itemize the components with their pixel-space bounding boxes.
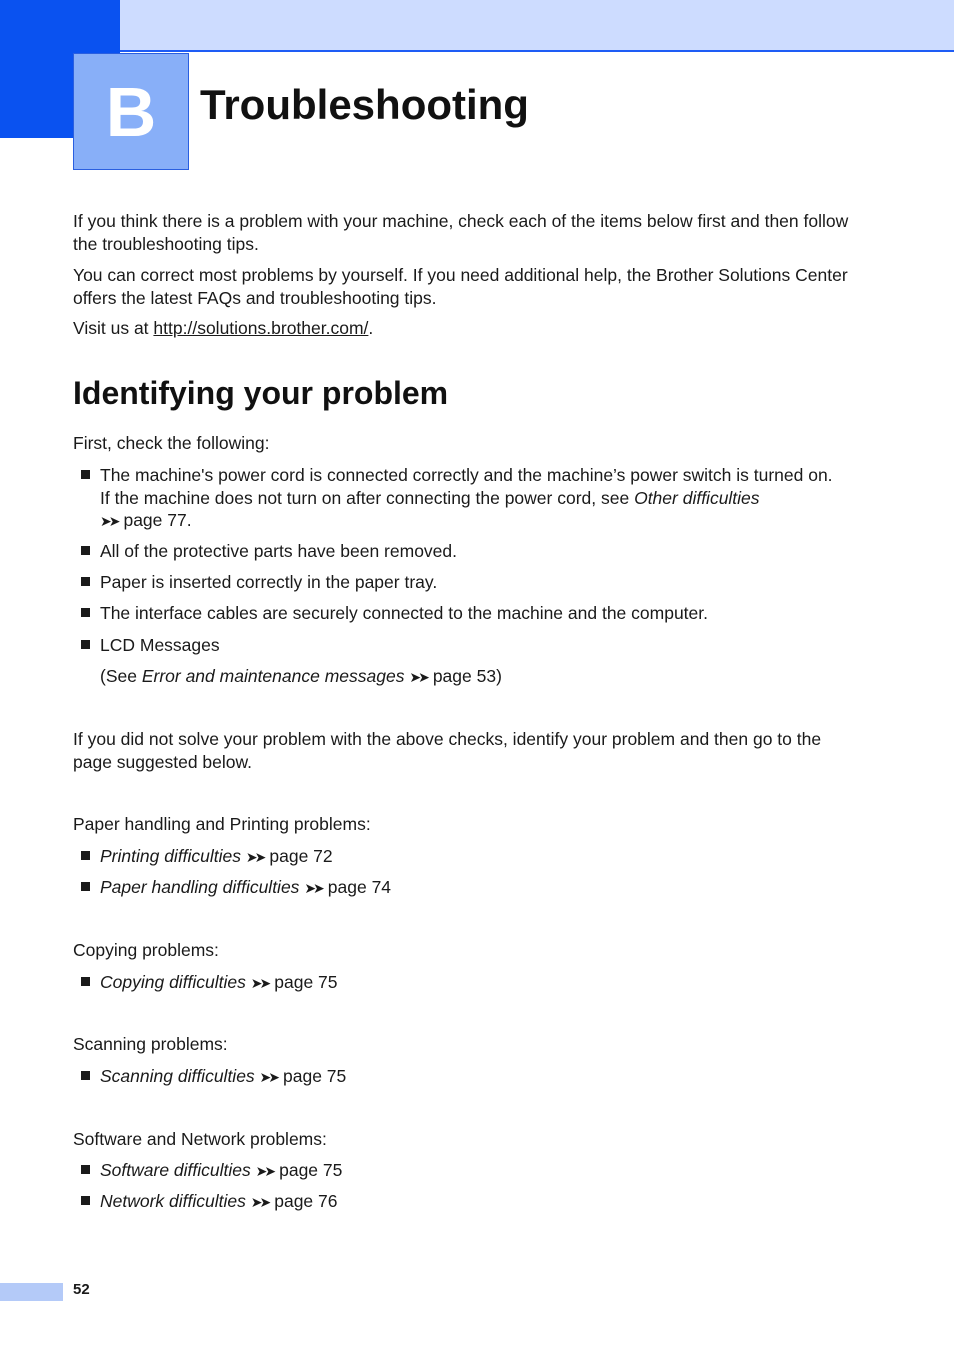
list-item-text — [100, 1159, 870, 1183]
page-number: 52 — [73, 1281, 90, 1298]
bullet-square-icon — [81, 640, 90, 649]
list-item-text: LCD Messages — [100, 635, 220, 655]
double-arrow-icon: ➤➤ — [250, 975, 269, 991]
solutions-link[interactable]: http://solutions.brother.com/ — [153, 318, 369, 338]
cross-reference: Printing difficulties — [100, 846, 242, 866]
cross-reference: Copying difficulties — [100, 972, 246, 992]
bullet-square-icon — [81, 608, 90, 617]
page-reference: page 53) — [432, 666, 502, 686]
group-title-paper-printing: Paper handling and Printing problems: — [73, 814, 371, 834]
cross-reference: Software difficulties — [100, 1160, 251, 1180]
not-solved-paragraph: If you did not solve your problem with the above checks, identify your problem and then go to the page suggested below. — [73, 729, 822, 772]
list-item-text — [100, 509, 870, 533]
chapter-letter-box: B — [73, 53, 189, 170]
intro-paragraph-1: If you think there is a problem with your machine, check each of the items below first and then follow the troubleshooting tips. — [73, 211, 849, 254]
list-item-text: The interface cables are securely connected to the machine and the computer. — [100, 603, 708, 623]
cross-reference: Scanning difficulties — [100, 1066, 255, 1086]
list-item-text — [100, 845, 870, 869]
cross-reference: Error and maintenance messages — [141, 666, 405, 686]
list-item-text: The machine's power cord is connected correctly and the machine’s power switch is turned on. — [100, 465, 833, 485]
cross-reference: Other difficulties — [634, 487, 760, 508]
visit-suffix: . — [368, 318, 374, 338]
bullet-square-icon — [81, 882, 90, 891]
list-item-text — [100, 876, 870, 900]
group-title-software-network: Software and Network problems: — [73, 1129, 327, 1149]
group-title-copying: Copying problems: — [73, 940, 219, 960]
chapter-title: Troubleshooting — [200, 81, 529, 128]
double-arrow-icon: ➤➤ — [100, 513, 118, 529]
bullet-square-icon — [81, 577, 90, 586]
double-arrow-icon: ➤➤ — [250, 1194, 269, 1210]
section-title: Identifying your problem — [73, 375, 449, 411]
double-arrow-icon: ➤➤ — [259, 1069, 278, 1085]
bullet-square-icon — [81, 1196, 90, 1205]
intro-paragraph-2: You can correct most problems by yourself. If you need additional help, the Brother Solutions Center offers the latest FAQs and troubleshooting tips. — [73, 265, 848, 308]
page-reference: page 75 — [279, 1160, 343, 1180]
cross-reference: Network difficulties — [100, 1191, 246, 1211]
list-item-text — [100, 1190, 870, 1214]
bullet-square-icon — [81, 977, 90, 986]
page-number-tab — [0, 1283, 63, 1301]
page-reference: page 72 — [269, 846, 333, 866]
double-arrow-icon: ➤➤ — [304, 880, 322, 896]
page-reference: page 75 — [283, 1066, 347, 1086]
bullet-square-icon — [81, 851, 90, 860]
list-item-text: (See Error and maintenance messages ➤➤ page 53) — [100, 666, 502, 686]
double-arrow-icon: ➤➤ — [245, 849, 264, 865]
page-reference: page 74 — [327, 877, 392, 897]
list-item-text — [100, 971, 870, 995]
page-reference: page 77. — [123, 510, 192, 530]
list-item-text: All of the protective parts have been removed. — [100, 541, 458, 561]
double-arrow-icon: ➤➤ — [255, 1163, 274, 1179]
bullet-square-icon — [81, 470, 90, 479]
header-band — [0, 0, 954, 52]
bullet-square-icon — [81, 1071, 90, 1080]
list-item-text: Paper is inserted correctly in the paper tray. — [100, 572, 438, 592]
intro-paragraph-3 — [73, 317, 863, 340]
bullet-square-icon — [81, 546, 90, 555]
cross-reference: Paper handling difficulties — [100, 877, 300, 897]
double-arrow-icon: ➤➤ — [409, 669, 427, 685]
list-item-text — [100, 1065, 870, 1089]
group-title-scanning: Scanning problems: — [73, 1034, 228, 1054]
first-check-text: First, check the following: — [73, 433, 270, 453]
page-reference: page 76 — [274, 1191, 338, 1211]
page-reference: page 75 — [274, 972, 338, 992]
visit-prefix: Visit us at — [73, 318, 154, 338]
bullet-square-icon — [81, 1165, 90, 1174]
list-item-text: If the machine does not turn on after connecting the power cord, see Other difficulties — [100, 487, 760, 508]
